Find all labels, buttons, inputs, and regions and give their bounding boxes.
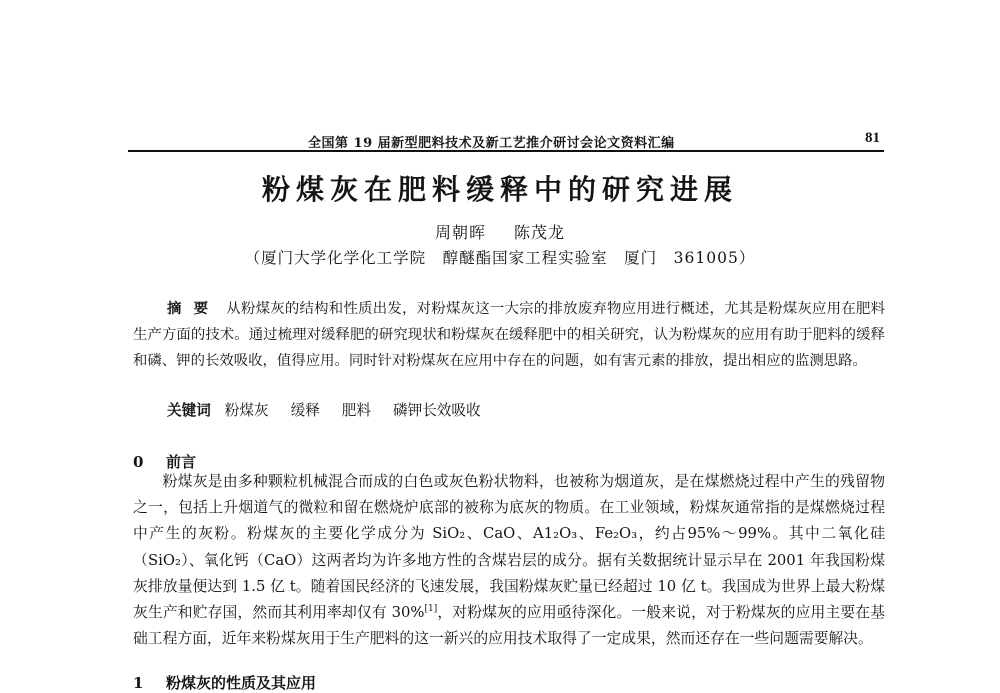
- paragraph: [133, 469, 885, 652]
- affiliation: （厦门大学化学化工学院 醇醚酯国家工程实验室 厦门 361005）: [244, 249, 756, 267]
- author-name: 周朝晖: [434, 223, 486, 242]
- keywords-label: 关键词: [167, 402, 211, 419]
- paragraph-text: ，对粉煤灰的应用亟待深化。一般来说，对于粉煤灰的应用主要在基础工程方面，近年来粉煤灰用于生产肥料的这一新兴的应用技术取得了一定成果，然而还存在一些问题需要解决。: [133, 604, 885, 648]
- section-title: 前言: [166, 453, 197, 471]
- page-number: 81: [865, 130, 880, 146]
- abstract: [133, 296, 885, 374]
- section-heading: [133, 672, 316, 693]
- running-title: 全国第 19 届新型肥料技术及新工艺推介研讨会论文资料汇编: [308, 136, 675, 151]
- paragraph-text: 粉煤灰是由多种颗粒机械混合而成的白色或灰色粉状物料，也被称为烟道灰，是在煤燃烧过程中产生的残留物之一，包括上升烟道气的微粒和留在燃烧炉底部的被称为底灰的物质。在工业领域，粉煤灰通常指的是煤燃烧过程中产生的灰粉。粉煤灰的主要化学成分为 SiO₂、CaO、A1₂O₃、Fe₂O₃，约占95%～99%。其中二氧化硅（SiO₂）、氧化钙（CaO）这两者均为许多地方性的含煤岩层的成分。据有关数据统计显示早在 2001 年我国粉煤灰排放量便达到 1.5 亿 t。随着国民经济的飞速发展，我国粉煤灰贮量已经超过 10 亿 t。我国成为世界上最大粉煤灰生产和贮存国，然而其利用率却仅有 30%: [133, 473, 885, 622]
- body-text: [133, 469, 885, 652]
- author-list: [0, 220, 1000, 243]
- running-header: [128, 128, 884, 150]
- section-title: 粉煤灰的性质及其应用: [166, 674, 317, 692]
- keyword: 磷钾长效吸收: [393, 402, 481, 419]
- keyword: 粉煤灰: [224, 402, 269, 419]
- paper-title: 粉煤灰在肥料缓释中的研究进展: [261, 173, 738, 206]
- citation: [1]: [424, 604, 438, 615]
- abstract-text: 从粉煤灰的结构和性质出发，对粉煤灰这一大宗的排放废弃物应用进行概述，尤其是粉煤灰应用在肥料生产方面的技术。通过梳理对缓释肥的研究现状和粉煤灰在缓释肥中的相关研究，认为粉煤灰的应用有助于肥料的缓释和磷、钾的长效吸收，值得应用。同时针对粉煤灰在应用中存在的问题，如有害元素的排放，提出相应的监测思路。: [133, 301, 885, 369]
- keyword: 缓释: [290, 402, 320, 419]
- section-number: 0: [133, 453, 144, 471]
- abstract-label: 摘要: [167, 300, 221, 317]
- author-name: 陈茂龙: [514, 223, 566, 242]
- section-number: 1: [133, 674, 144, 692]
- header-rule: [128, 150, 884, 152]
- keywords: [167, 399, 503, 420]
- keyword: 肥料: [341, 402, 371, 419]
